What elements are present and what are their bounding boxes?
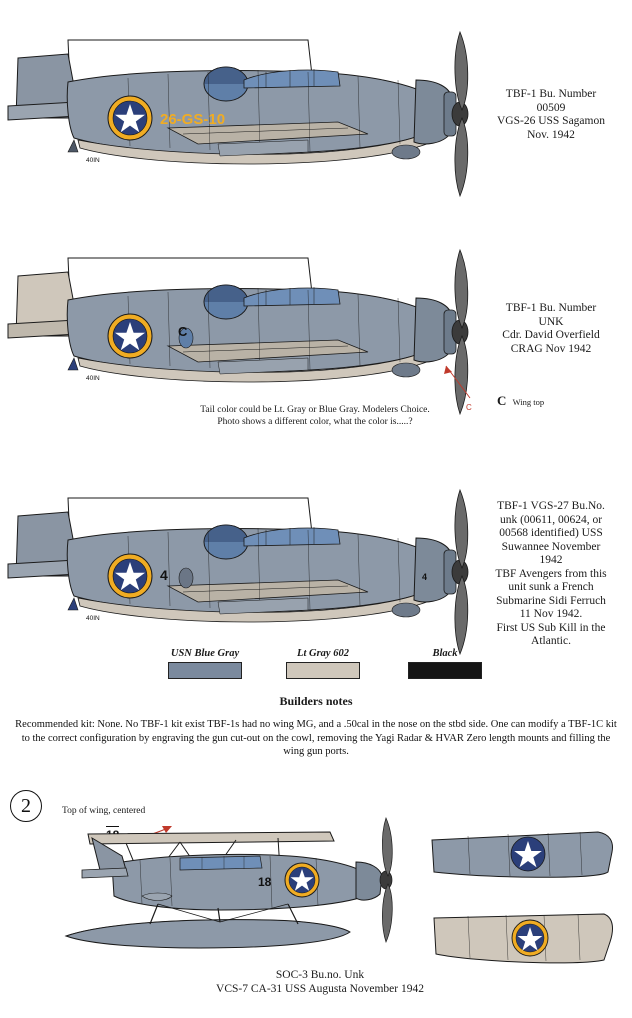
caption-line: Cdr. David Overfield (502, 329, 600, 341)
stencil-1: 40IN (86, 157, 100, 164)
caption-line: Suwannee November (501, 540, 601, 553)
tbf1-profile-svg-1 (8, 22, 478, 197)
swatch-label: USN Blue Gray (170, 648, 240, 659)
caption-line: Submarine Sidi Ferruch (496, 594, 606, 607)
swatch-label: Black (432, 648, 458, 659)
caption-line: 1942 (539, 554, 563, 566)
profile-3-caption (478, 500, 624, 649)
marker-letter-2: C (466, 403, 472, 412)
caption-line: unit sunk a French (508, 581, 594, 593)
aircraft-profile-1 (8, 22, 478, 187)
profile-2-caption (478, 302, 624, 356)
caption-line: 00568 identified) USS (499, 527, 603, 539)
swatch-chip (286, 662, 360, 679)
upper-wing-panel-svg (428, 826, 618, 896)
caption-line: 00509 (536, 101, 566, 114)
caption-line: VGS-26 USS Sagamon (497, 115, 605, 127)
soc3-profile-svg (30, 812, 420, 962)
caption-line: Nov. 1942 (527, 128, 575, 141)
wing-top-text: Wing top (512, 397, 545, 407)
caption-line: SOC-3 Bu.no. Unk (275, 969, 365, 981)
builders-notes-body: Recommended kit: None. No TBF-1 kit exist TBF-1s had no wing MG, and a .50cal in the nose on the stbd side. One can modify a TBF-1C kit to the correct configuration by engraving the gun cut-out on the cowl, removing the Yagi Radar & HVAR Zero length mounts and filling the wing gun ports. (15, 719, 617, 757)
caption-line: TBF-1 VGS-27 Bu.No. (497, 500, 605, 512)
swatch-usn-blue-gray (150, 648, 260, 679)
stencil-2: 40IN (86, 375, 100, 382)
caption-line: VCS-7 CA-31 USS Augusta November 1942 (216, 983, 424, 995)
wing-top-letter: C (497, 393, 507, 408)
profile-1-caption (478, 88, 624, 142)
tbf1-profile-svg-3 (8, 480, 478, 655)
caption-line: unk (00611, 00624, or (499, 513, 603, 526)
upper-wing-panel (428, 826, 618, 896)
caption-line: TBF Avengers from this (495, 567, 607, 580)
caption-line: TBF-1 Bu. Number (505, 88, 597, 100)
stencil-3: 40IN (86, 615, 100, 622)
soc3-caption (120, 968, 520, 996)
tail-color-note (150, 404, 480, 428)
cowl-code-3: 4 (422, 572, 428, 582)
fuselage-code-3: 4 (160, 567, 168, 583)
caption-line: TBF-1 Bu. Number (505, 302, 597, 314)
caption-line: UNK (538, 315, 564, 328)
section-number-circle: 2 (10, 790, 42, 822)
caption-line: CRAG Nov 1942 (510, 342, 592, 355)
builders-notes-heading: Builders notes (279, 694, 353, 708)
swatch-chip (168, 662, 242, 679)
caption-line: First US Sub Kill in the (496, 621, 606, 634)
caption-line: 11 Nov 1942. (519, 608, 583, 620)
fuselage-code-2: C (178, 324, 188, 339)
color-swatch-row (150, 648, 500, 688)
soc3-fuselage-code: 18 (258, 875, 272, 889)
swatch-chip (408, 662, 482, 679)
tail-note-line: Photo shows a different color, what the color is.....? (217, 417, 413, 427)
caption-line: Atlantic. (531, 635, 571, 647)
top-of-wing-note: Top of wing, centered (62, 806, 146, 816)
soc3-profile (30, 812, 420, 962)
wing-top-note (497, 393, 544, 409)
swatch-label: Lt Gray 602 (297, 648, 349, 659)
aircraft-profile-3 (8, 480, 478, 645)
tbf1-profile-svg-2 (8, 240, 478, 415)
swatch-lt-gray-602 (268, 648, 378, 679)
tail-note-line: Tail color could be Lt. Gray or Blue Gray. Modelers Choice. (200, 405, 430, 415)
swatch-black (390, 648, 500, 679)
fuselage-code-1: 26-GS-10 (160, 111, 226, 128)
